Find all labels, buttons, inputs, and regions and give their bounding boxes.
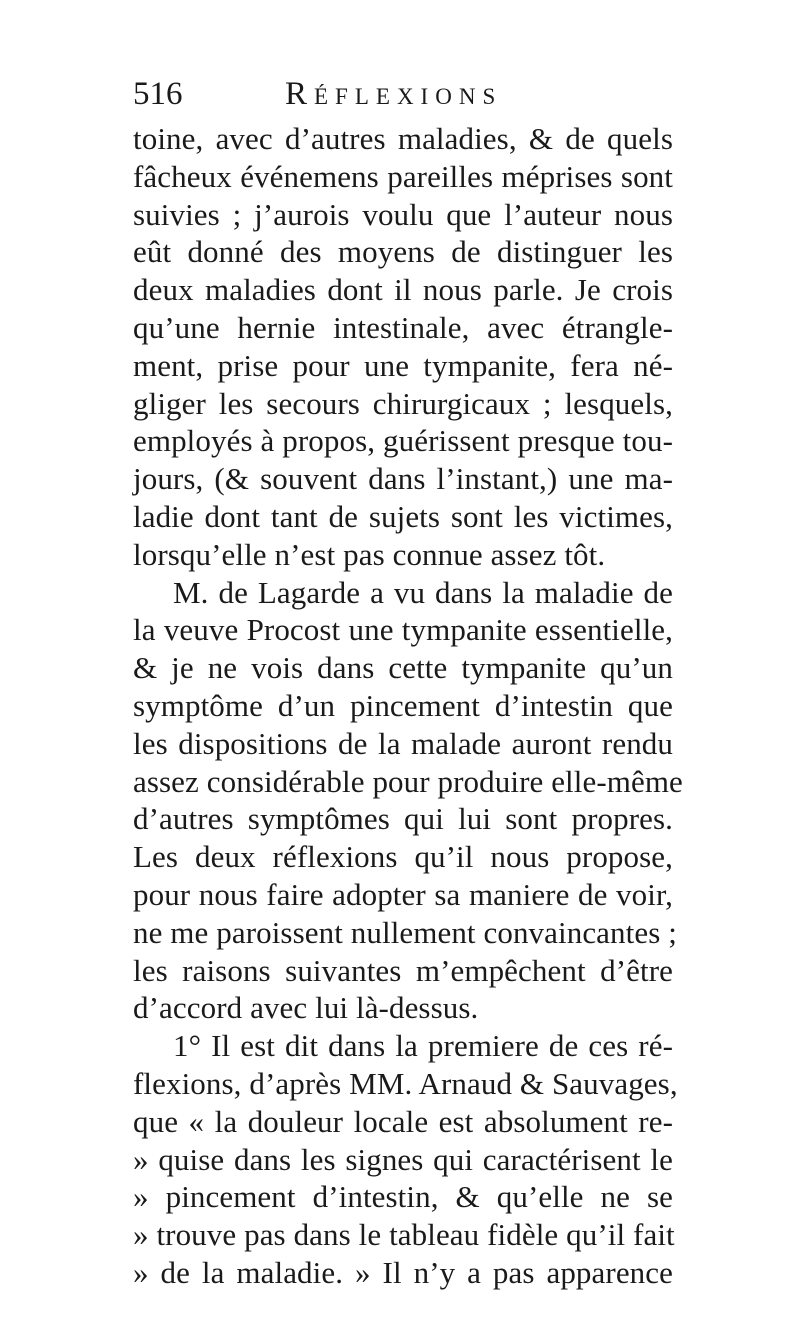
text-line: » quise dans les signes qui caractérisent le (133, 1141, 673, 1177)
text-line: & je ne vois dans cette tympanite qu’un (133, 650, 673, 686)
text-line: toine, avec d’autres maladies, & de quels (133, 121, 673, 156)
text-line: les raisons suivantes m’empêchent d’être (133, 952, 673, 988)
text-line: Les deux réflexions qu’il nous propose, (133, 839, 673, 875)
text-line: d’accord avec lui là-dessus. (133, 990, 479, 1026)
text-line: » pincement d’intestin, & qu’elle ne se (133, 1179, 673, 1215)
text-line: pour nous faire adopter sa maniere de voir, (133, 876, 673, 912)
text-line: gliger les secours chirurgicaux ; lesquels, (133, 385, 673, 421)
text-line: eût donné des moyens de distinguer les (133, 234, 673, 270)
running-head (133, 72, 673, 116)
text-line: symptôme d’un pincement d’intestin que (133, 687, 673, 723)
text-line: » de la maladie. » Il n’y a pas apparence (133, 1254, 673, 1290)
text-line: jours, (& souvent dans l’instant,) une ma- (133, 461, 673, 497)
running-head-title: Réflexions (285, 76, 503, 112)
page-number: 516 (133, 76, 183, 112)
text-line: suivies ; j’aurois voulu que l’auteur nous (133, 196, 673, 232)
text-line: fâcheux événemens pareilles méprises sont (133, 158, 673, 194)
text-line: assez considérable pour produire elle-même (133, 763, 683, 799)
text-line: » trouve pas dans le tableau fidèle qu’il fait (133, 1217, 675, 1253)
text-line: employés à propos, guérissent presque tou- (133, 423, 673, 459)
text-line: d’autres symptômes qui lui sont propres. (133, 801, 673, 837)
text-line: ne me paroissent nullement convaincantes ; (133, 914, 677, 950)
body-text (133, 120, 683, 1292)
text-line: ladie dont tant de sujets sont les victimes, (133, 498, 673, 534)
text-line: qu’une hernie intestinale, avec étrangle- (133, 309, 673, 345)
text-line: ment, prise pour une tympanite, fera né- (133, 347, 673, 383)
text-line: deux maladies dont il nous parle. Je crois (133, 272, 673, 308)
text-line: 1° Il est dit dans la premiere de ces ré- (173, 1028, 673, 1064)
text-line: que « la douleur locale est absolument re- (133, 1103, 673, 1139)
text-line: les dispositions de la malade auront rendu (133, 725, 673, 761)
text-line: lorsqu’elle n’est pas connue assez tôt. (133, 536, 606, 572)
text-line: la veuve Procost une tympanite essentielle, (133, 612, 673, 648)
text-line: flexions, d’après MM. Arnaud & Sauvages, (133, 1065, 678, 1101)
text-line: M. de Lagarde a vu dans la maladie de (173, 574, 673, 610)
